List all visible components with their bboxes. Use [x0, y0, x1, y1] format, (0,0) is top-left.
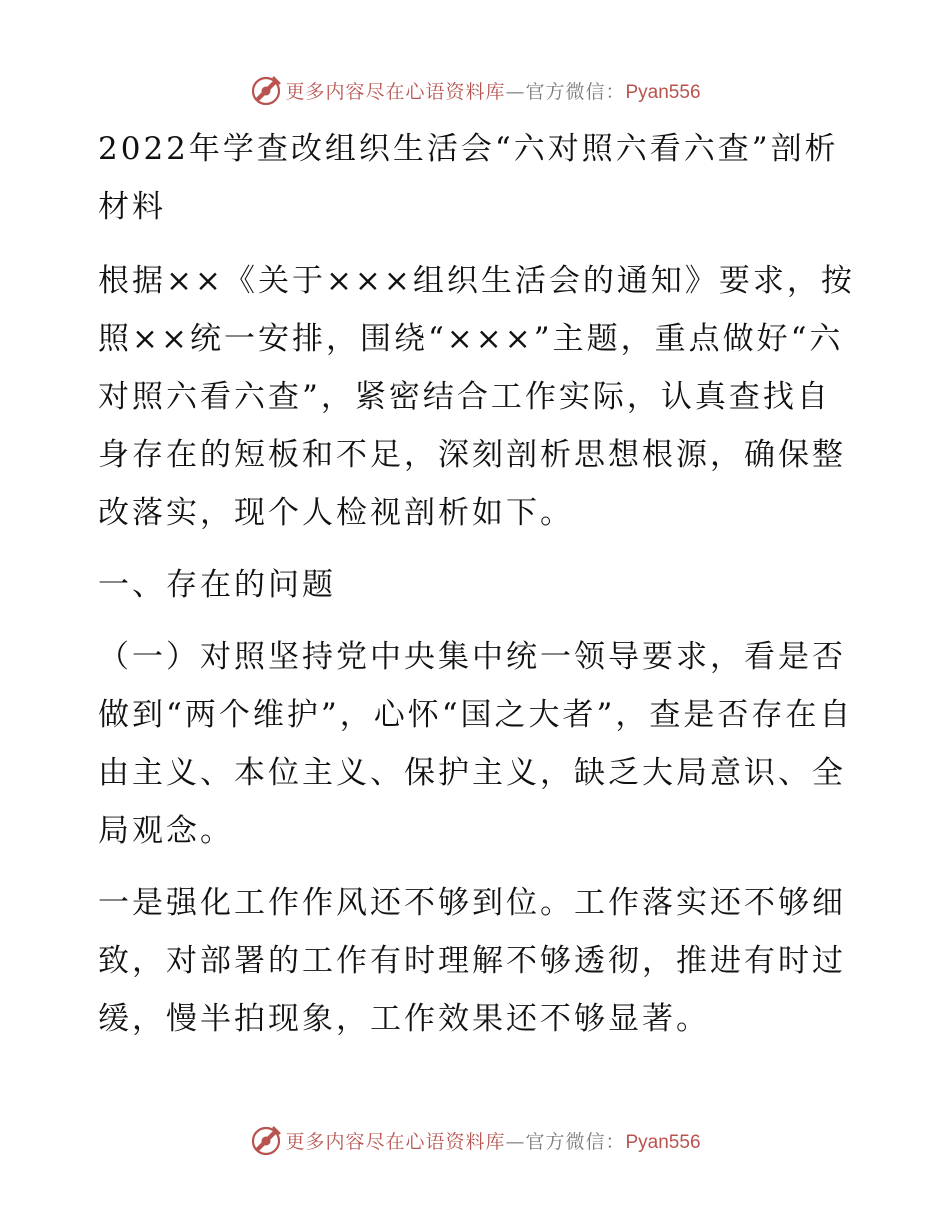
document-title: 2022年学查改组织生活会“六对照六看六查”剖析材料 — [98, 131, 839, 225]
brush-pen-logo-icon — [249, 1123, 283, 1157]
subsection-heading: （一）对照坚持党中央集中统一领导要求，看是否做到“两个维护”，心怀“国之大者”，查是否存在自由主义、本位主义、保护主义，缺乏大局意识、全局观念。 — [98, 639, 854, 849]
footer-watermark-banner — [0, 1120, 950, 1160]
paragraph-intro: 根据××《关于×××组织生活会的通知》要求，按照××统一安排，围绕“×××”主题，重点做好“六对照六看六查”，紧密结合工作实际，认真查找自身存在的短板和不足，深刻剖析思想根源，确保整改落实，现个人检视剖析如下。 — [98, 263, 855, 531]
banner-text: 更多内容尽在心语资料库—官方微信：Pyan556 — [285, 1130, 701, 1153]
document-body — [98, 120, 858, 1062]
header-watermark-banner — [0, 70, 950, 110]
brush-pen-logo-icon — [249, 73, 283, 107]
section-heading: 一、存在的问题 — [98, 567, 336, 603]
paragraph-point-one: 一是强化工作作风还不够到位。工作落实还不够细致，对部署的工作有时理解不够透彻，推进有时过缓，慢半拍现象，工作效果还不够显著。 — [98, 885, 846, 1037]
banner-text: 更多内容尽在心语资料库—官方微信：Pyan556 — [285, 80, 701, 103]
